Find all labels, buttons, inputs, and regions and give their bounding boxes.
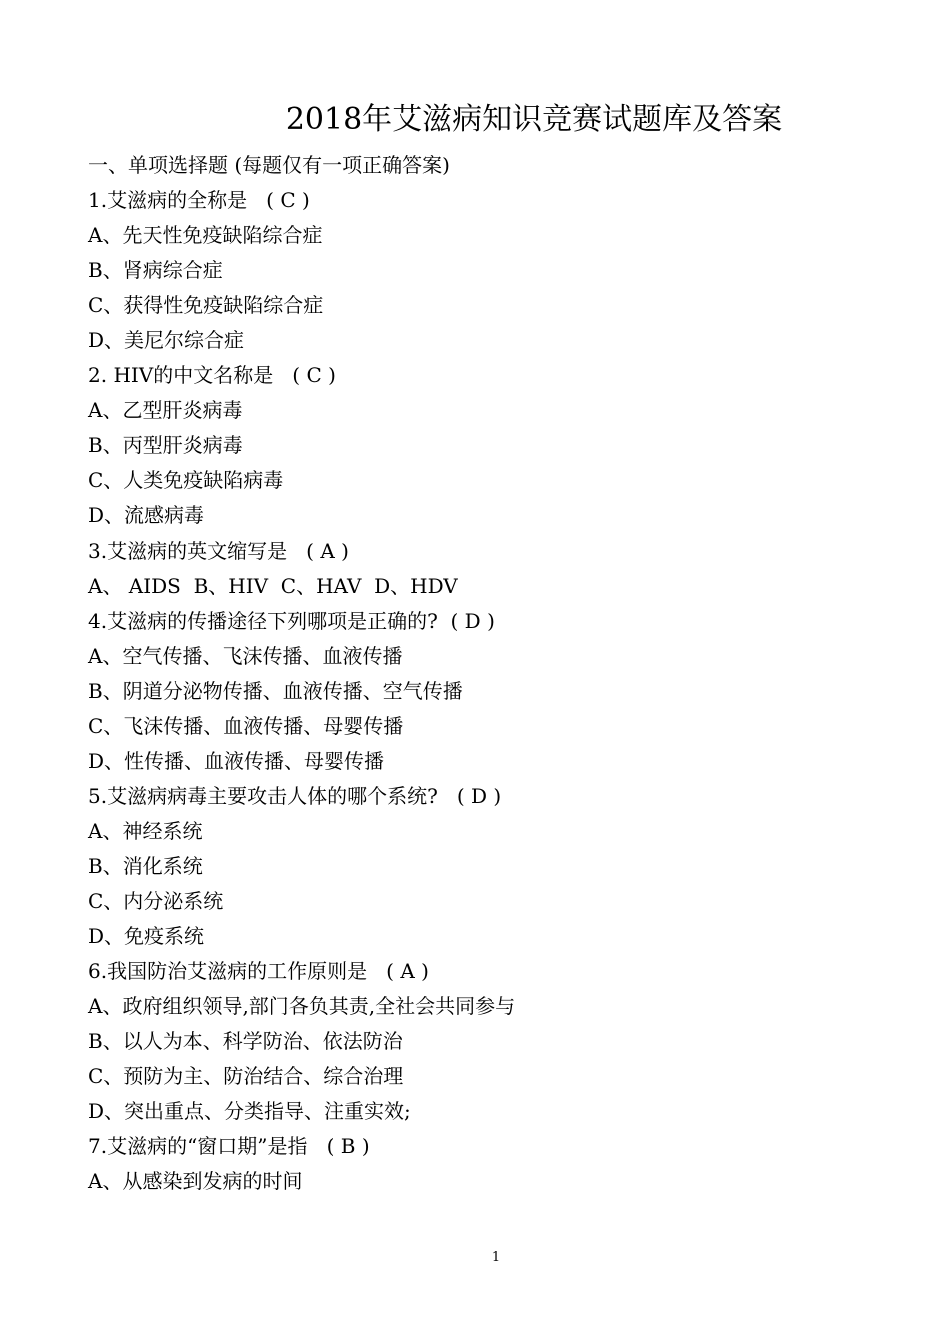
option-line: B、以人为本、科学防治、依法防治 [88,1029,403,1054]
option-line: A、神经系统 [88,818,203,843]
option-line: C、飞沫传播、血液传播、母婴传播 [88,713,404,738]
option-line: D、性传播、血液传播、母婴传播 [88,748,385,773]
question-line: 7.艾滋病的“窗口期”是指 ( B ) [88,1134,370,1159]
option-line: D、美尼尔综合症 [88,328,245,353]
section-heading: 一、单项选择题 (每题仅有一项正确答案) [88,153,450,177]
option-line: A、 AIDS B、HIV C、HAV D、HDV [88,573,458,598]
option-line: A、政府组织领导,部门各负其责,全社会共同参与 [88,994,516,1019]
option-line: C、预防为主、防治结合、综合治理 [88,1064,404,1089]
option-line: C、获得性免疫缺陷综合症 [88,293,324,318]
option-line: A、从感染到发病的时间 [88,1169,303,1194]
option-line: C、人类免疫缺陷病毒 [88,468,284,493]
question-line: 6.我国防治艾滋病的工作原则是 ( A ) [88,959,429,984]
option-line: A、乙型肝炎病毒 [88,398,243,423]
question-line: 5.艾滋病病毒主要攻击人体的哪个系统? ( D ) [88,783,502,808]
option-line: B、丙型肝炎病毒 [88,433,243,458]
option-line: D、免疫系统 [88,924,205,949]
question-line: 1.艾滋病的全称是 ( C ) [88,188,310,213]
question-line: 3.艾滋病的英文缩写是 ( A ) [88,538,349,563]
option-line: B、阴道分泌物传播、血液传播、空气传播 [88,678,463,703]
option-line: C、内分泌系统 [88,888,224,913]
option-line: A、先天性免疫缺陷综合症 [88,223,323,248]
document-title: 2018年艾滋病知识竞赛试题库及答案 [285,102,783,137]
question-list [88,148,888,1199]
option-line: D、突出重点、分类指导、注重实效; [88,1099,411,1124]
page-number: 1 [491,1250,501,1265]
option-line: D、流感病毒 [88,503,205,528]
option-line: B、消化系统 [88,853,203,878]
question-line: 4.艾滋病的传播途径下列哪项是正确的? ( D ) [88,608,495,633]
option-line: A、空气传播、飞沫传播、血液传播 [88,643,403,668]
option-line: B、肾病综合症 [88,258,223,283]
question-line: 2. HIV的中文名称是 ( C ) [88,363,336,388]
